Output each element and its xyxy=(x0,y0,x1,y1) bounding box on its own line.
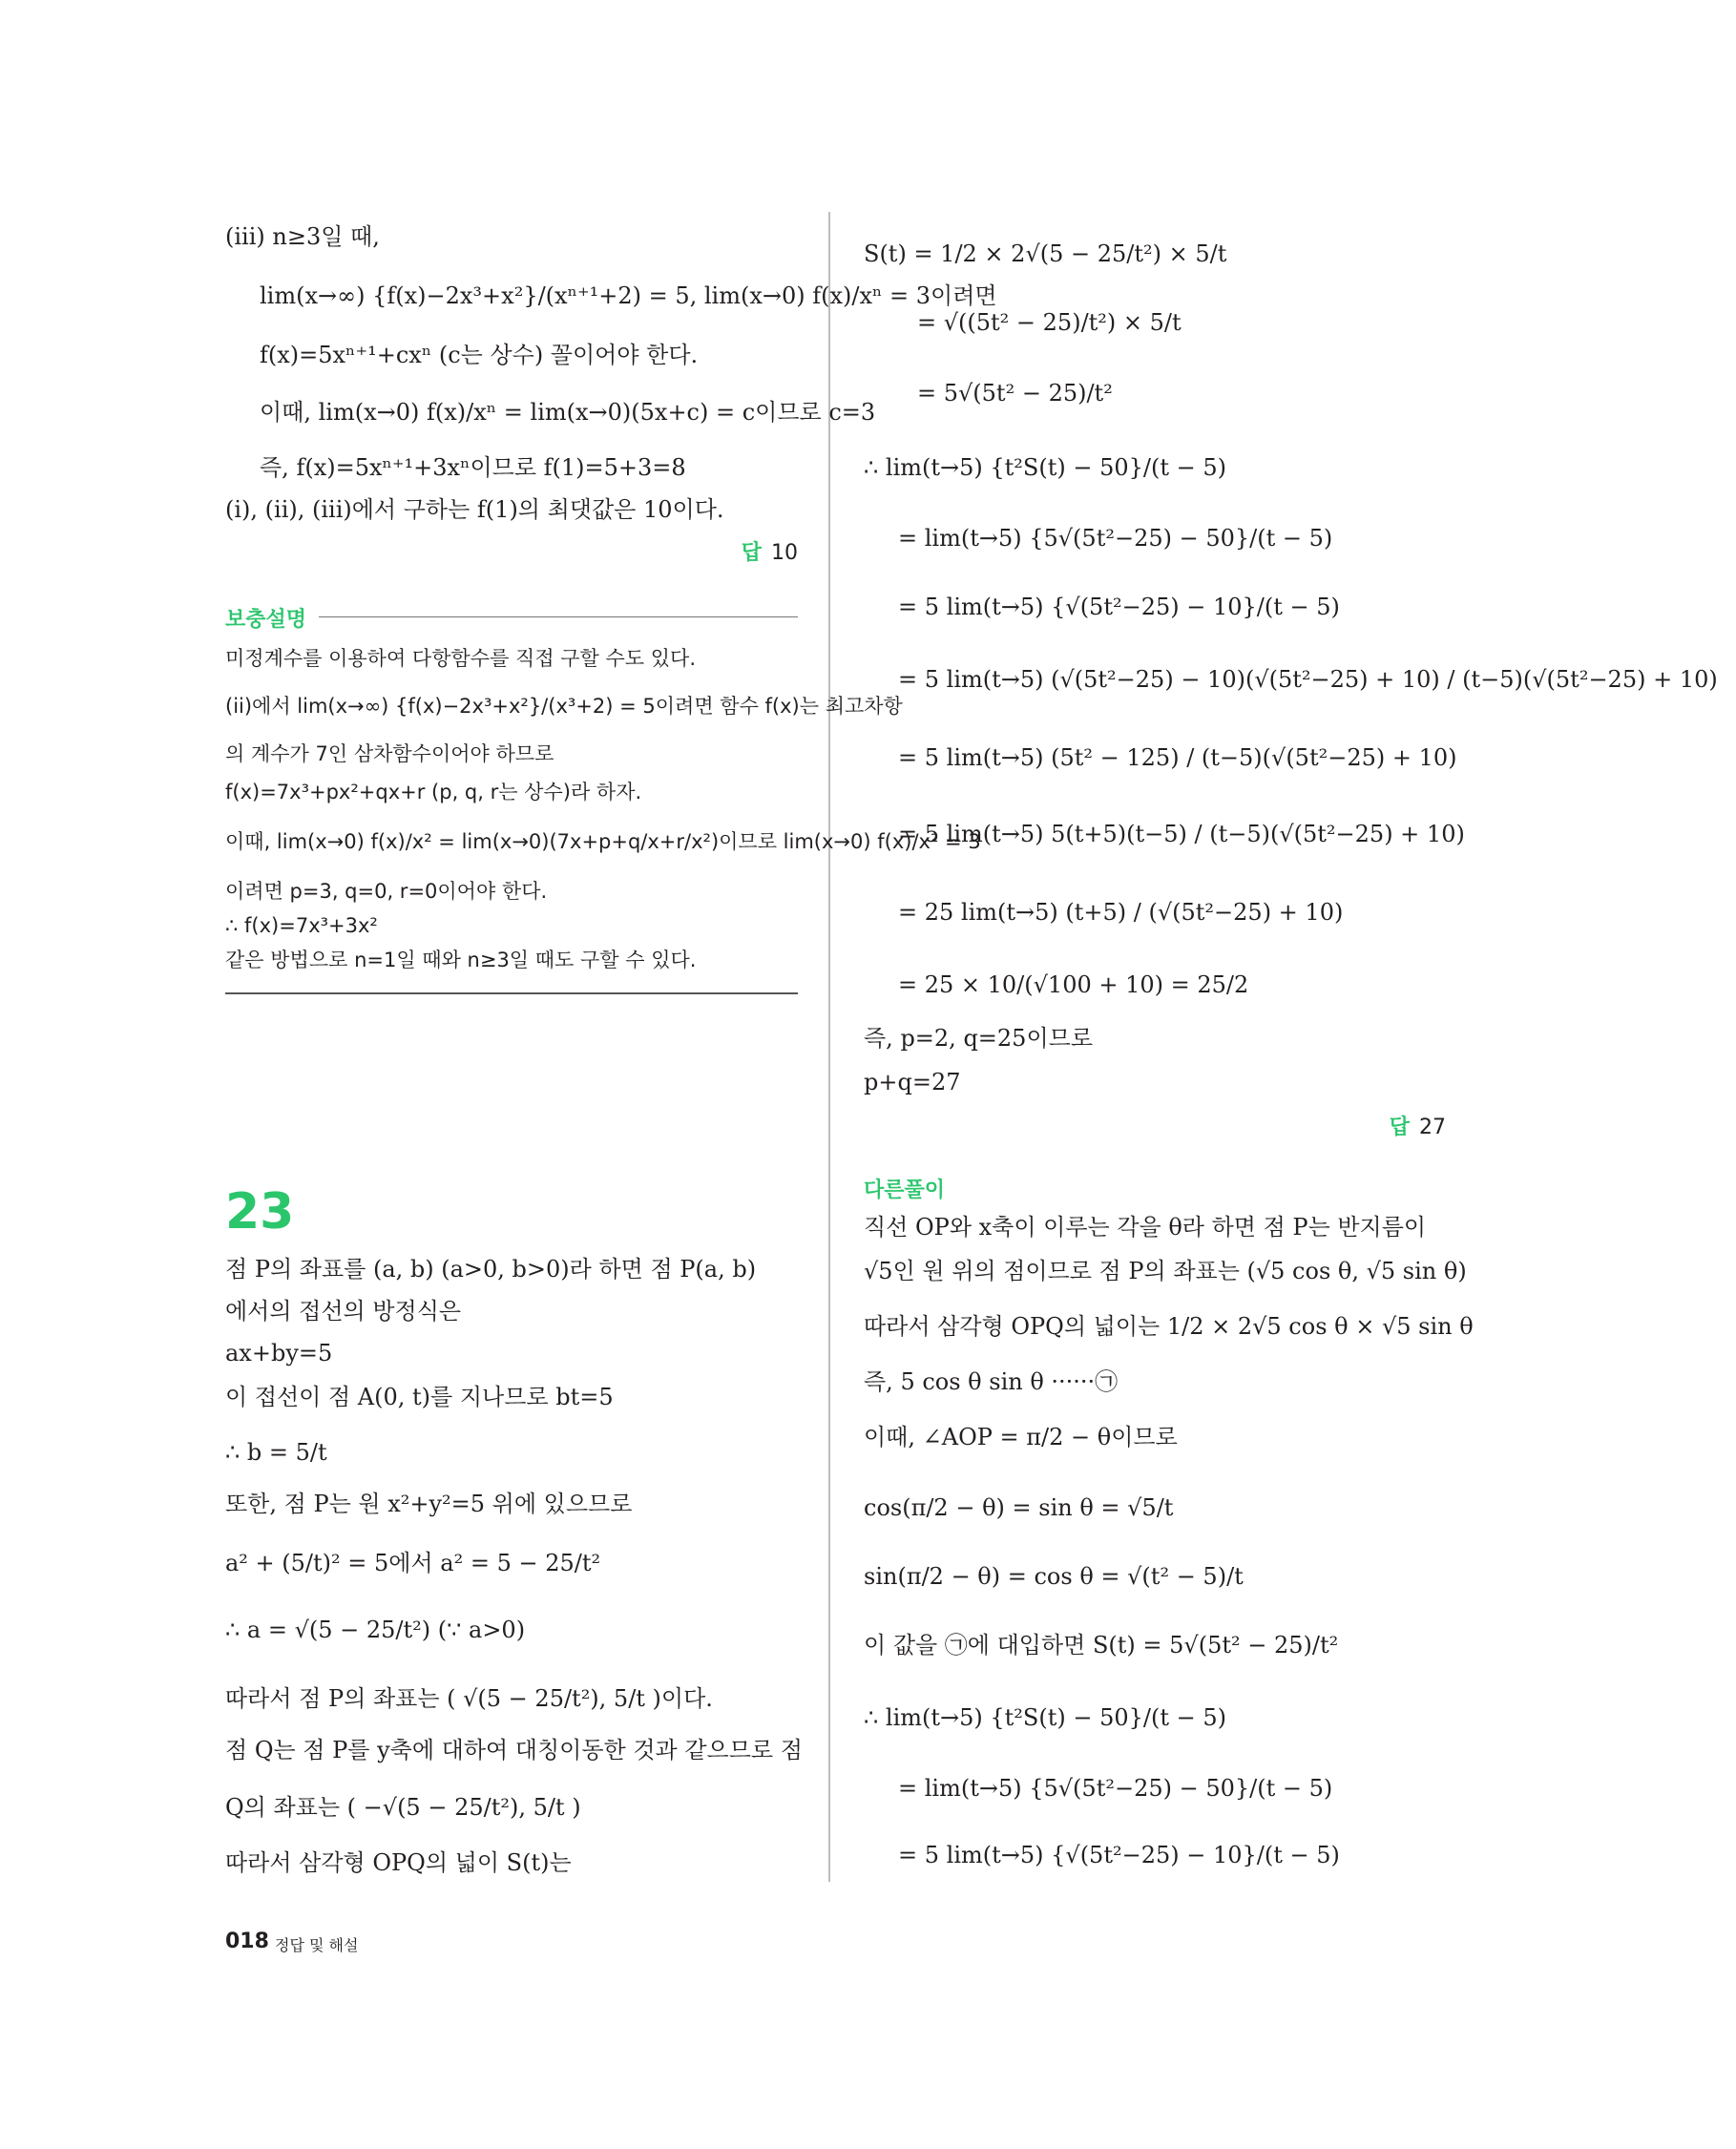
footer-label: 정답 및 해설 xyxy=(275,1936,359,1954)
case3-form: f(x)=5xⁿ⁺¹+cxⁿ (c는 상수) 꼴이어야 한다. xyxy=(260,342,699,368)
case3-f1-value: 즉, f(x)=5xⁿ⁺¹+3xⁿ이므로 f(1)=5+3=8 xyxy=(260,454,686,481)
alt-line: 즉, 5 cos θ sin θ ······㉠ xyxy=(864,1368,1119,1395)
calc-line: 즉, p=2, q=25이므로 xyxy=(864,1025,1094,1052)
answer-27 xyxy=(1390,1111,1446,1140)
answer-10 xyxy=(742,536,798,566)
alt-line: sin(π/2 − θ) = cos θ = √(t² − 5)/t xyxy=(864,1563,1244,1590)
conclusion-line: (i), (ii), (iii)에서 구하는 f(1)의 최댓값은 10이다. xyxy=(225,496,724,523)
answer-value: 27 xyxy=(1419,1116,1446,1139)
alt-line: 이때, ∠AOP = π/2 − θ이므로 xyxy=(864,1424,1178,1450)
alt-line: √5인 원 위의 점이므로 점 P의 좌표는 (√5 cos θ, √5 sin θ) xyxy=(864,1258,1467,1284)
calc-line: = lim(t→5) {5√(5t²−25) − 50}/(t − 5) xyxy=(898,525,1333,552)
answer-value: 10 xyxy=(771,541,798,565)
calc-line: = 5 lim(t→5) (√(5t²−25) − 10)(√(5t²−25) + 10) / (t−5)(√(5t²−25) + 10) xyxy=(898,666,1718,693)
answer-tag: 답 xyxy=(1389,1116,1410,1139)
q23-line: Q의 좌표는 ( −√(5 − 25/t²), 5/t ) xyxy=(225,1794,581,1821)
q23-line: 따라서 삼각형 OPQ의 넓이 S(t)는 xyxy=(225,1849,572,1876)
supplement-line: 의 계수가 7인 삼차함수이어야 하므로 xyxy=(225,742,554,765)
alt-solution-title: 다른풀이 xyxy=(864,1179,946,1202)
alt-line: 직선 OP와 x축이 이루는 각을 θ라 하면 점 P는 반지름이 xyxy=(864,1214,1427,1241)
calc-line: = √((5t² − 25)/t²) × 5/t xyxy=(917,309,1182,336)
q23-line: 따라서 점 P의 좌표는 ( √(5 − 25/t²), 5/t )이다. xyxy=(225,1685,713,1712)
supplement-line: 이때, lim(x→0) f(x)/x² = lim(x→0)(7x+p+q/x+r/x²)이므로 lim(x→0) f(x)/x² = 3 xyxy=(225,830,981,853)
case3-limit-condition: lim(x→∞) {f(x)−2x³+x²}/(xⁿ⁺¹+2) = 5, lim(x→0) f(x)/xⁿ = 3이려면 xyxy=(260,282,997,309)
column-divider xyxy=(828,212,830,1882)
case3-c-value: 이때, lim(x→0) f(x)/xⁿ = lim(x→0)(5x+c) = c이므로 c=3 xyxy=(260,399,876,426)
answer-tag: 답 xyxy=(741,541,762,565)
calc-line: S(t) = 1/2 × 2√(5 − 25/t²) × 5/t xyxy=(864,240,1227,267)
q23-line: 이 접선이 점 A(0, t)를 지나므로 bt=5 xyxy=(225,1384,614,1410)
case3-heading: (iii) n≥3일 때, xyxy=(225,223,380,250)
supplement-title: 보충설명 xyxy=(225,608,307,632)
alt-line: = 5 lim(t→5) {√(5t²−25) − 10}/(t − 5) xyxy=(898,1842,1340,1868)
q23-line: a² + (5/t)² = 5에서 a² = 5 − 25/t² xyxy=(225,1550,601,1576)
calc-line: = 25 lim(t→5) (t+5) / (√(5t²−25) + 10) xyxy=(898,899,1344,926)
alt-line: 따라서 삼각형 OPQ의 넓이는 1/2 × 2√5 cos θ × √5 sin θ xyxy=(864,1313,1474,1340)
calc-line: = 25 × 10/(√100 + 10) = 25/2 xyxy=(898,971,1249,998)
q23-line: 점 Q는 점 P를 y축에 대하여 대칭이동한 것과 같으므로 점 xyxy=(225,1737,803,1763)
alt-line: cos(π/2 − θ) = sin θ = √5/t xyxy=(864,1494,1174,1521)
alt-line: ∴ lim(t→5) {t²S(t) − 50}/(t − 5) xyxy=(864,1704,1227,1731)
q23-line: 또한, 점 P는 원 x²+y²=5 위에 있으므로 xyxy=(225,1491,633,1517)
calc-line: p+q=27 xyxy=(864,1069,961,1095)
calc-line: = 5 lim(t→5) {√(5t²−25) − 10}/(t − 5) xyxy=(898,594,1340,620)
q23-line: ∴ b = 5/t xyxy=(225,1439,327,1466)
supplement-rule xyxy=(319,616,798,617)
q23-line: ∴ a = √(5 − 25/t²) (∵ a>0) xyxy=(225,1617,526,1643)
supplement-line: (ii)에서 lim(x→∞) {f(x)−2x³+x²}/(x³+2) = 5이려면 함수 f(x)는 최고차항 xyxy=(225,695,903,718)
calc-line: ∴ lim(t→5) {t²S(t) − 50}/(t − 5) xyxy=(864,454,1227,481)
q23-line: 에서의 접선의 방정식은 xyxy=(225,1298,462,1325)
calc-line: = 5 lim(t→5) (5t² − 125) / (t−5)(√(5t²−25) + 10) xyxy=(898,744,1457,771)
page-number: 018 xyxy=(225,1930,269,1953)
supplement-line: 이려면 p=3, q=0, r=0이어야 한다. xyxy=(225,880,548,903)
calc-line: = 5 lim(t→5) 5(t+5)(t−5) / (t−5)(√(5t²−25) + 10) xyxy=(898,821,1465,847)
supplement-line: 미정계수를 이용하여 다항함수를 직접 구할 수도 있다. xyxy=(225,647,697,670)
q23-line: 점 P의 좌표를 (a, b) (a>0, b>0)라 하면 점 P(a, b) xyxy=(225,1256,757,1283)
supplement-line: 같은 방법으로 n=1일 때와 n≥3일 때도 구할 수 있다. xyxy=(225,949,697,971)
alt-line: 이 값을 ㉠에 대입하면 S(t) = 5√(5t² − 25)/t² xyxy=(864,1632,1339,1659)
q23-line: ax+by=5 xyxy=(225,1340,333,1367)
supplement-line: ∴ f(x)=7x³+3x² xyxy=(225,914,378,937)
calc-line: = 5√(5t² − 25)/t² xyxy=(917,380,1113,407)
supplement-line: f(x)=7x³+px²+qx+r (p, q, r는 상수)라 하자. xyxy=(225,781,642,803)
question-number: 23 xyxy=(225,1183,295,1241)
alt-line: = lim(t→5) {5√(5t²−25) − 50}/(t − 5) xyxy=(898,1775,1333,1802)
supplement-bottom-rule xyxy=(225,992,798,994)
